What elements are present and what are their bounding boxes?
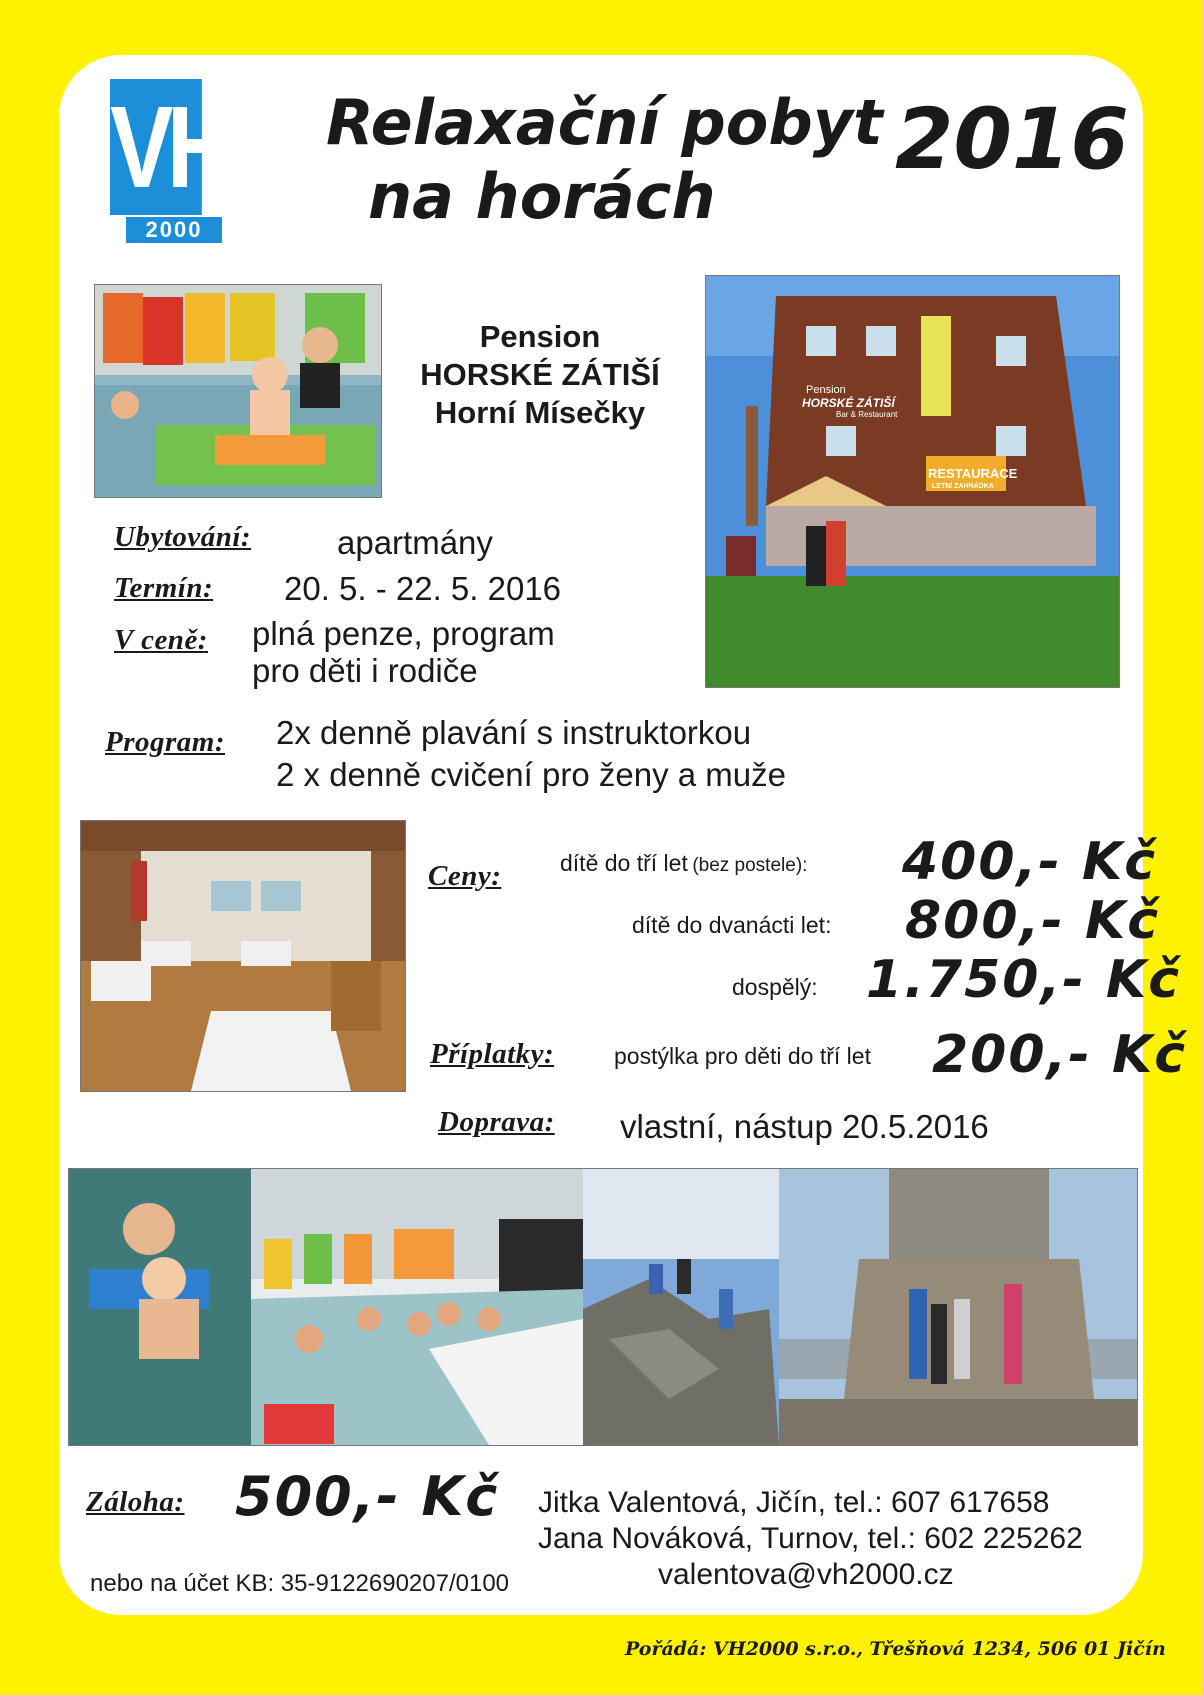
contact-line2: Jana Nováková, Turnov, tel.: 602 225262 — [538, 1522, 1083, 1555]
included-label: V ceně: — [114, 624, 208, 656]
included-line1: plná penze, program — [252, 615, 555, 652]
photo-strip — [68, 1168, 1138, 1446]
deposit-amount: 500,- Kč — [235, 1465, 500, 1528]
accommodation-label: Ubytování: — [114, 521, 252, 553]
pension-name — [380, 318, 700, 432]
photo-restaurant-interior — [80, 820, 406, 1092]
contact-line1: Jitka Valentová, Jičín, tel.: 607 617658 — [538, 1486, 1050, 1519]
surcharge-desc: postýlka pro děti do tří let — [614, 1043, 871, 1069]
title-year: 2016 — [895, 90, 1129, 188]
surcharge-value: 200,- Kč — [932, 1025, 1188, 1085]
sign-pension-line1: Pension — [806, 384, 846, 396]
logo-letters: VH — [110, 79, 202, 215]
price-toddler-note: (bez postele): — [692, 855, 808, 876]
logo-year: 2000 — [126, 217, 222, 243]
sign-letni-zahradka: LETNÍ ZAHRÁDKA — [932, 483, 994, 490]
price-adult-desc: dospělý: — [732, 974, 818, 1000]
transport-value: vlastní, nástup 20.5.2016 — [620, 1108, 989, 1145]
prices-label: Ceny: — [428, 860, 502, 892]
program-label: Program: — [105, 726, 225, 758]
sign-pension-line3: Bar & Restaurant — [836, 410, 898, 419]
program-line2: 2 x denně cvičení pro ženy a muže — [276, 756, 786, 793]
contact-email: valentova@vh2000.cz — [658, 1558, 954, 1591]
sign-pension-line2: HORSKÉ ZÁTIŠÍ — [802, 396, 895, 410]
accommodation-value: apartmány — [337, 524, 493, 561]
price-child-desc: dítě do dvanácti let: — [632, 912, 832, 938]
transport-label: Doprava: — [438, 1106, 555, 1138]
sign-restaurace: RESTAURACE — [928, 466, 1018, 481]
program-line1: 2x denně plavání s instruktorkou — [276, 714, 752, 751]
deposit-label: Záloha: — [86, 1486, 185, 1518]
price-child-value: 800,- Kč — [905, 891, 1161, 951]
term-label: Termín: — [114, 572, 214, 604]
term-value: 20. 5. - 22. 5. 2016 — [284, 570, 562, 607]
pension-line2: HORSKÉ ZÁTIŠÍ — [420, 357, 660, 392]
photo-pension-building — [705, 275, 1120, 688]
price-adult-value: 1.750,- Kč — [866, 950, 1182, 1010]
price-row-toddler — [560, 850, 807, 877]
title-line2: na horách — [368, 160, 716, 233]
title-line1: Relaxační pobyt — [326, 86, 883, 159]
vh2000-logo — [96, 75, 232, 247]
photo-pool-kids — [94, 284, 382, 498]
surcharge-label: Příplatky: — [430, 1038, 555, 1070]
price-toddler-desc: dítě do tří let — [560, 850, 688, 876]
deposit-account: nebo na účet KB: 35-9122690207/0100 — [90, 1570, 510, 1597]
included-line2: pro děti i rodiče — [252, 652, 478, 689]
pension-line1: Pension — [479, 319, 601, 354]
footer-organizer: Pořádá: VH2000 s.r.o., Třešňová 1234, 506 01 Jičín — [625, 1638, 1166, 1660]
price-toddler-value: 400,- Kč — [902, 832, 1158, 892]
pension-line3: Horní Mísečky — [434, 395, 646, 430]
